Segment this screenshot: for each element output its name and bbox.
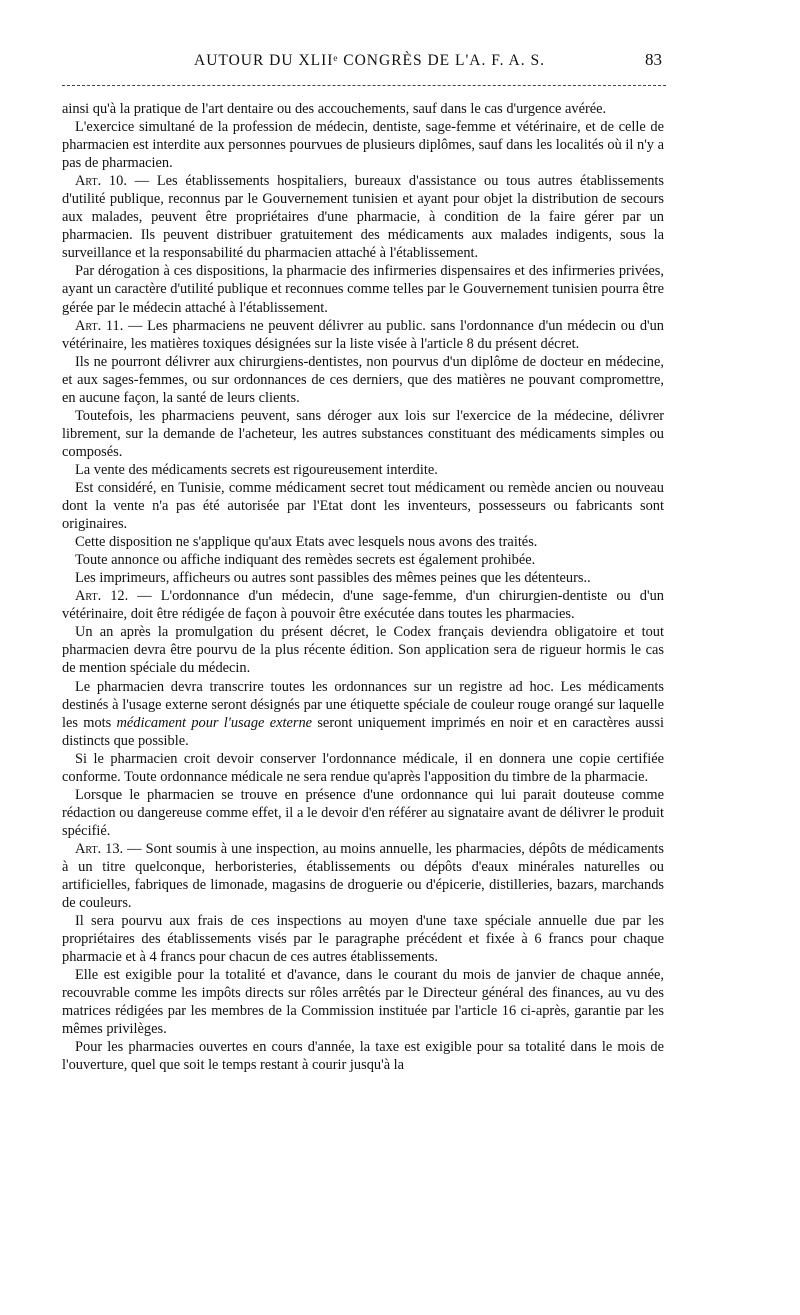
article-label: Art. 13. [75, 840, 124, 857]
paragraph [62, 551, 664, 569]
paragraph-text: Pour les pharmacies ouvertes en cours d'année, la taxe est exigible pour sa totalité dans le mois de l'ouverture, quel que soit le temps restant à courir jusqu'à la [62, 1039, 664, 1074]
paragraph [62, 966, 664, 1038]
paragraph [62, 587, 664, 623]
paragraph-text: Toute annonce ou affiche indiquant des remèdes secrets est également prohibée. [75, 552, 536, 569]
paragraph-text: Lorsque le pharmacien se trouve en présence d'une ordonnance qui lui parait douteuse comme rédaction ou dangereuse comme effet, il a le devoir d'en référer au signataire avant de délivrer le produit spécifié. [62, 786, 664, 839]
running-header [62, 52, 662, 76]
paragraph [62, 678, 664, 750]
article-label: Art. 11. [75, 317, 124, 334]
paragraph-text: Cette disposition ne s'applique qu'aux Etats avec lesquels nous avons des traités. [75, 534, 538, 551]
page-number: 83 [645, 50, 662, 69]
paragraph-text: Si le pharmacien croit devoir conserver l'ordonnance médicale, il en donnera une copie certifiée conforme. Toute ordonnance médicale ne sera rendue qu'après l'apposition du timbre de la pharmacie. [62, 750, 664, 785]
article-label: Art. 10. [75, 173, 127, 190]
paragraph-text: Elle est exigible pour la totalité et d'avance, dans le courant du mois de janvier de chaque année, recouvrable comme les impôts directs sur rôles arrêtés par le Directeur général des finances, au vu des matrices rédigées par les membres de la Commission instituée par l'article 16 ci-après, garantie par les mêmes privilèges. [62, 967, 664, 1038]
paragraph [62, 623, 664, 677]
paragraph-text: La vente des médicaments secrets est rigoureusement interdite. [75, 461, 438, 478]
paragraph-text: — Sont soumis à une inspection, au moins annuelle, les pharmacies, dépôts de médicaments à un titre quelconque, herboristeries, établissements ou dépôts d'eaux minérales naturelles ou artificielles, fabriques de limonade, magasins de droguerie ou d'épicerie, distilleries, bazars, marchands de couleurs. [62, 840, 664, 912]
paragraph-text: — L'ordonnance d'un médecin, d'une sage-femme, d'un chirurgien-dentiste ou d'un vétérinaire, doit être rédigée de façon à pouvoir être exécutée dans toutes les pharmacies. [62, 588, 664, 623]
header-rule [62, 85, 666, 86]
paragraph-text: Est considéré, en Tunisie, comme médicament secret tout médicament ou remède ancien ou nouveau dont la vente n'a pas été autorisée par l'Etat dont les inventeurs, possesseurs ou fabricants sont originaires. [62, 479, 664, 533]
running-title: AUTOUR DU XLIIᵉ CONGRÈS DE L'A. F. A. S. [194, 52, 545, 69]
paragraph [62, 750, 664, 786]
paragraph-text: Le pharmacien devra transcrire toutes les ordonnances sur un registre ad hoc. Les médicaments destinés à l'usage externe seront désignés par une étiquette spéciale de couleur rouge orangé sur laquelle les mots médicament pour l'usage externe seront uniquement imprimés en noir et en caractères aussi distincts que possible. [62, 678, 664, 749]
paragraph [62, 912, 664, 966]
paragraph [62, 172, 664, 262]
paragraph [62, 1038, 664, 1074]
paragraph [62, 479, 664, 533]
paragraph [62, 353, 664, 407]
paragraph [62, 840, 664, 912]
article-label: Art. 12. [75, 588, 129, 605]
paragraph-text: — Les établissements hospitaliers, bureaux d'assistance ou tous autres établissements d'utilité publique, reconnus par le Gouvernement tunisien et ayant pour objet la distribution de secours aux malades, peuvent être propriétaires d'une pharmacie, à condition de la faire gérer par un pharmacien. Ils peuvent distribuer gratuitement des médicaments aux malades indigents, sous la surveillance et la responsabilité du pharmacien attaché à l'établissement. [62, 173, 664, 262]
paragraph-text: L'exercice simultané de la profession de médecin, dentiste, sage-femme et vétérinaire, et de celle de pharmacien est interdite aux personnes pourvues de plusieurs diplômes, sauf dans les localités où il n'y a pas de pharmacien. [62, 119, 664, 172]
paragraph [62, 786, 664, 840]
paragraph [62, 262, 664, 316]
paragraph [62, 317, 664, 353]
italic-phrase: médicament pour l'usage externe [116, 714, 313, 731]
paragraph [62, 461, 664, 479]
paragraph-text: Un an après la promulgation du présent décret, le Codex français deviendra obligatoire et tout pharmacien devra être pourvu de la plus récente édition. Son application sera de rigueur hormis le cas de mention spéciale du médecin. [62, 624, 664, 677]
paragraph-text: Par dérogation à ces dispositions, la pharmacie des infirmeries dispensaires et des infirmeries privées, ayant un caractère d'utilité publique et reconnues comme telles par le Gouvernement tunisien pourra être gérée par le médecin attaché à l'établissement. [62, 263, 664, 316]
paragraph-text: Ils ne pourront délivrer aux chirurgiens-dentistes, non pourvus d'un diplôme de docteur en médecine, et aux sages-femmes, ou sur ordonnances de ces derniers, que des matières ne pouvant compromettre, en aucune façon, la santé de leurs clients. [62, 353, 664, 406]
paragraph-text: — Les pharmaciens ne peuvent délivrer au public. sans l'ordonnance d'un médecin ou d'un vétérinaire, les matières toxiques désignées sur la liste visée à l'article 8 du présent décret. [62, 317, 664, 352]
paragraph [62, 100, 664, 118]
paragraph [62, 118, 664, 172]
paragraph-text: ainsi qu'à la pratique de l'art dentaire ou des accouchements, sauf dans le cas d'urgence avérée. [62, 101, 607, 117]
paragraph [62, 533, 664, 551]
paragraph-text: Toutefois, les pharmaciens peuvent, sans déroger aux lois sur l'exercice de la médecine, délivrer librement, sur la demande de l'acheteur, les autres substances constituant des médicaments simples ou composés. [62, 407, 664, 460]
paragraph [62, 407, 664, 461]
page-body [62, 100, 664, 1075]
paragraph-text: Il sera pourvu aux frais de ces inspections au moyen d'une taxe spéciale annuelle due par les propriétaires des établissements visés par le paragraphe précédent et fixée à 6 francs pour chaque pharmacie et à 4 francs pour chacun de ces autres établissements. [62, 913, 664, 966]
paragraph-text: Les imprimeurs, afficheurs ou autres sont passibles des mêmes peines que les détenteurs.. [75, 570, 591, 587]
paragraph [62, 569, 664, 587]
